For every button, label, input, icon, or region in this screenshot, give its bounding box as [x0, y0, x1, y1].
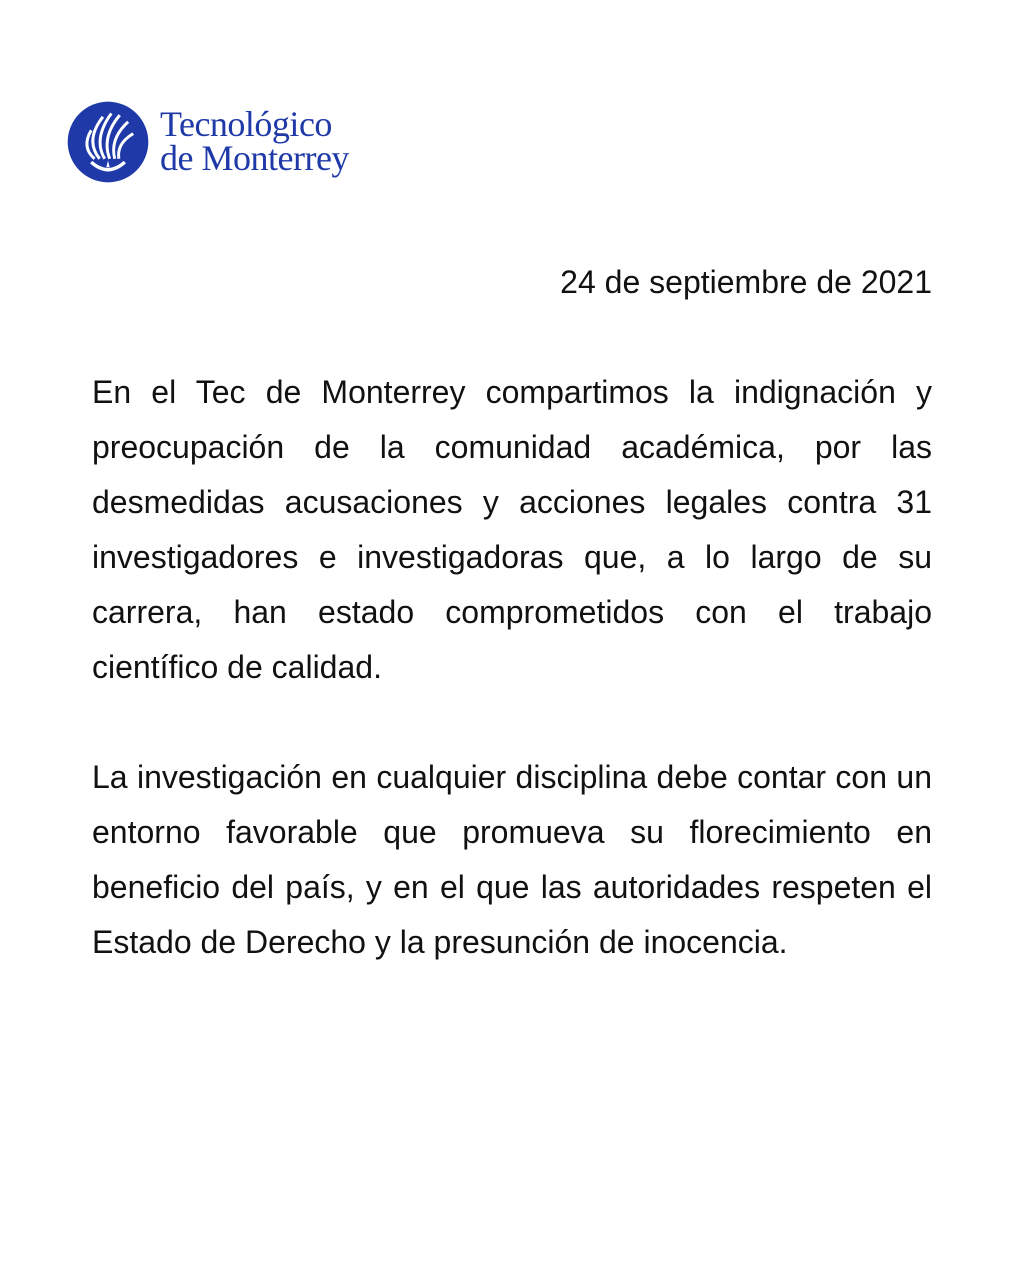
logo-wordmark — [160, 104, 349, 178]
statement-body — [92, 365, 932, 1025]
statement-paragraph: La investigación en cualquier disciplina debe contar con un entorno favorable que promueva su florecimiento en beneficio del país, y en el que las autoridades respeten el Estado de Derecho y la presunción de inocencia. — [92, 759, 932, 960]
logo-line-2: de Monterrey — [160, 138, 349, 178]
statement-paragraph: En el Tec de Monterrey compartimos la indignación y preocupación de la comunidad académica, por las desmedidas acusaciones y acciones legales contra 31 investigadores e investigadoras que, a lo largo de su carrera, han estado comprometidos con el trabajo científico de calidad. — [92, 374, 932, 685]
logo-line-1: Tecnológico — [160, 104, 332, 144]
torch-flame-emblem-icon — [66, 100, 150, 184]
institution-logo — [66, 100, 349, 184]
statement-date: 24 de septiembre de 2021 — [560, 264, 932, 300]
